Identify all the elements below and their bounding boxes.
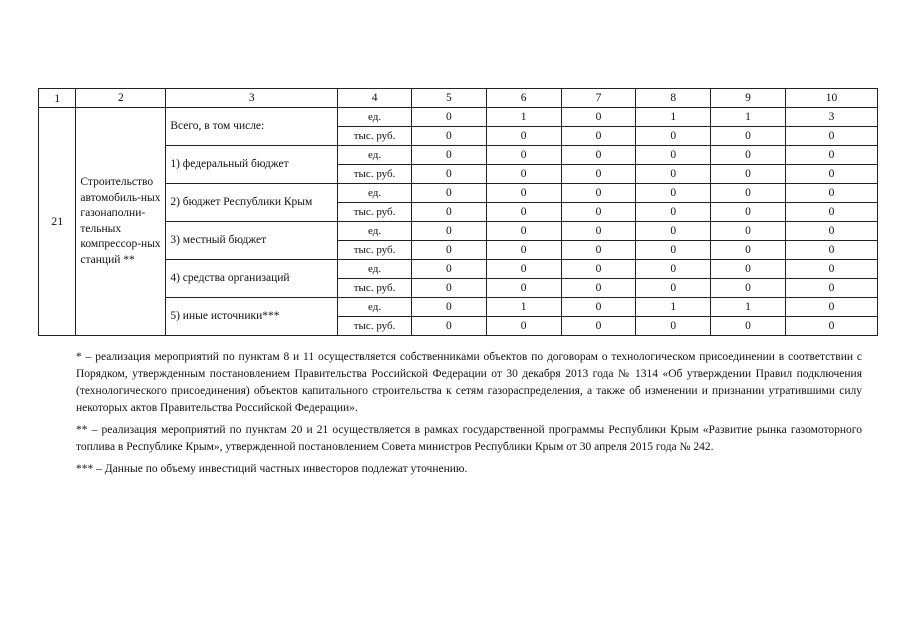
footnote: *** – Данные по объему инвестиций частных инвесторов подлежат уточнению. [76, 463, 468, 475]
header-cell: 6 [486, 89, 561, 108]
value-cell: 0 [411, 184, 486, 203]
unit-cell: ед. [338, 108, 412, 127]
value-cell: 0 [785, 317, 877, 336]
value-cell: 1 [711, 108, 786, 127]
value-cell: 0 [561, 317, 636, 336]
value-cell: 0 [711, 127, 786, 146]
footnote: * – реализация мероприятий по пунктам 8 и 11 осуществляется собственниками объектов по договорам о технологическом присоединении в соответствии с Порядком, утвержденным постановлением Правительства Российской Федерации от 30 декабря 2013 года № 1314 «Об утверждении Правил подключения (технологического присоединения) объектов капитального строительства к сетям газораспределения, а также об изменении и признании утратившими силу некоторых актов Правительства Российской Федерации». [76, 351, 862, 414]
value-cell: 0 [711, 279, 786, 298]
value-cell: 0 [561, 127, 636, 146]
unit-cell: тыс. руб. [338, 241, 412, 260]
value-cell: 0 [411, 203, 486, 222]
value-cell: 0 [411, 279, 486, 298]
funding-source: 4) средства организаций [166, 260, 338, 298]
value-cell: 0 [486, 127, 561, 146]
unit-cell: тыс. руб. [338, 279, 412, 298]
value-cell: 0 [636, 203, 711, 222]
value-cell: 0 [636, 279, 711, 298]
value-cell: 0 [561, 203, 636, 222]
value-cell: 1 [486, 108, 561, 127]
value-cell: 0 [636, 165, 711, 184]
value-cell: 0 [486, 146, 561, 165]
footnotes [76, 349, 862, 483]
value-cell: 0 [636, 127, 711, 146]
value-cell: 0 [636, 260, 711, 279]
value-cell: 0 [411, 165, 486, 184]
value-cell: 0 [486, 203, 561, 222]
value-cell: 1 [486, 298, 561, 317]
value-cell: 0 [411, 146, 486, 165]
funding-source: 3) местный бюджет [166, 222, 338, 260]
unit-cell: тыс. руб. [338, 165, 412, 184]
header-cell: 7 [561, 89, 636, 108]
value-cell: 0 [636, 184, 711, 203]
table-row [39, 108, 878, 127]
value-cell: 0 [636, 222, 711, 241]
value-cell: 0 [411, 317, 486, 336]
value-cell: 0 [636, 146, 711, 165]
value-cell: 0 [711, 222, 786, 241]
funding-source: Всего, в том числе: [166, 108, 338, 146]
value-cell: 0 [711, 146, 786, 165]
header-cell: 2 [76, 89, 166, 108]
value-cell: 0 [561, 241, 636, 260]
value-cell: 0 [411, 222, 486, 241]
value-cell: 0 [561, 165, 636, 184]
value-cell: 0 [486, 241, 561, 260]
header-cell: 8 [636, 89, 711, 108]
value-cell: 1 [636, 108, 711, 127]
value-cell: 0 [785, 203, 877, 222]
value-cell: 0 [785, 146, 877, 165]
value-cell: 0 [561, 222, 636, 241]
value-cell: 0 [486, 260, 561, 279]
value-cell: 0 [785, 260, 877, 279]
unit-cell: ед. [338, 146, 412, 165]
value-cell: 0 [561, 279, 636, 298]
table-body [39, 89, 878, 336]
header-cell: 3 [166, 89, 338, 108]
unit-cell: ед. [338, 222, 412, 241]
header-cell: 5 [411, 89, 486, 108]
value-cell: 0 [486, 222, 561, 241]
unit-cell: тыс. руб. [338, 317, 412, 336]
header-cell: 10 [785, 89, 877, 108]
value-cell: 0 [711, 165, 786, 184]
value-cell: 0 [561, 146, 636, 165]
table-header-row [39, 89, 878, 108]
value-cell: 0 [785, 222, 877, 241]
funding-source: 1) федеральный бюджет [166, 146, 338, 184]
value-cell: 0 [486, 165, 561, 184]
value-cell: 0 [411, 127, 486, 146]
unit-cell: ед. [338, 298, 412, 317]
value-cell: 3 [785, 108, 877, 127]
value-cell: 0 [785, 241, 877, 260]
value-cell: 0 [411, 241, 486, 260]
value-cell: 1 [636, 298, 711, 317]
value-cell: 0 [711, 241, 786, 260]
value-cell: 0 [561, 108, 636, 127]
unit-cell: ед. [338, 260, 412, 279]
funding-source: 2) бюджет Республики Крым [166, 184, 338, 222]
value-cell: 0 [711, 184, 786, 203]
value-cell: 0 [711, 260, 786, 279]
value-cell: 0 [785, 184, 877, 203]
value-cell: 0 [411, 260, 486, 279]
unit-cell: ед. [338, 184, 412, 203]
value-cell: 0 [636, 317, 711, 336]
investment-table [38, 88, 878, 336]
unit-cell: тыс. руб. [338, 203, 412, 222]
header-cell: 1 [39, 89, 76, 108]
value-cell: 0 [785, 127, 877, 146]
value-cell: 0 [411, 108, 486, 127]
value-cell: 0 [486, 279, 561, 298]
row-number: 21 [39, 108, 76, 336]
value-cell: 0 [486, 184, 561, 203]
value-cell: 0 [785, 298, 877, 317]
value-cell: 0 [561, 184, 636, 203]
value-cell: 0 [785, 279, 877, 298]
value-cell: 0 [561, 260, 636, 279]
funding-source: 5) иные источники*** [166, 298, 338, 336]
value-cell: 1 [711, 298, 786, 317]
value-cell: 0 [411, 298, 486, 317]
header-cell: 9 [711, 89, 786, 108]
header-cell: 4 [338, 89, 412, 108]
value-cell: 0 [711, 317, 786, 336]
value-cell: 0 [561, 298, 636, 317]
value-cell: 0 [486, 317, 561, 336]
unit-cell: тыс. руб. [338, 127, 412, 146]
value-cell: 0 [711, 203, 786, 222]
value-cell: 0 [785, 165, 877, 184]
footnote: ** – реализация мероприятий по пунктам 20 и 21 осуществляется в рамках государственной программы Республики Крым «Развитие рынка газомоторного топлива в Республике Крым», утвержденной постановлением Совета министров Республики Крым от 30 апреля 2015 года № 242. [76, 424, 862, 453]
item-name: Строительство автомобиль-ных газонаполни-тельных компрессор-ных станций ** [76, 108, 166, 336]
value-cell: 0 [636, 241, 711, 260]
